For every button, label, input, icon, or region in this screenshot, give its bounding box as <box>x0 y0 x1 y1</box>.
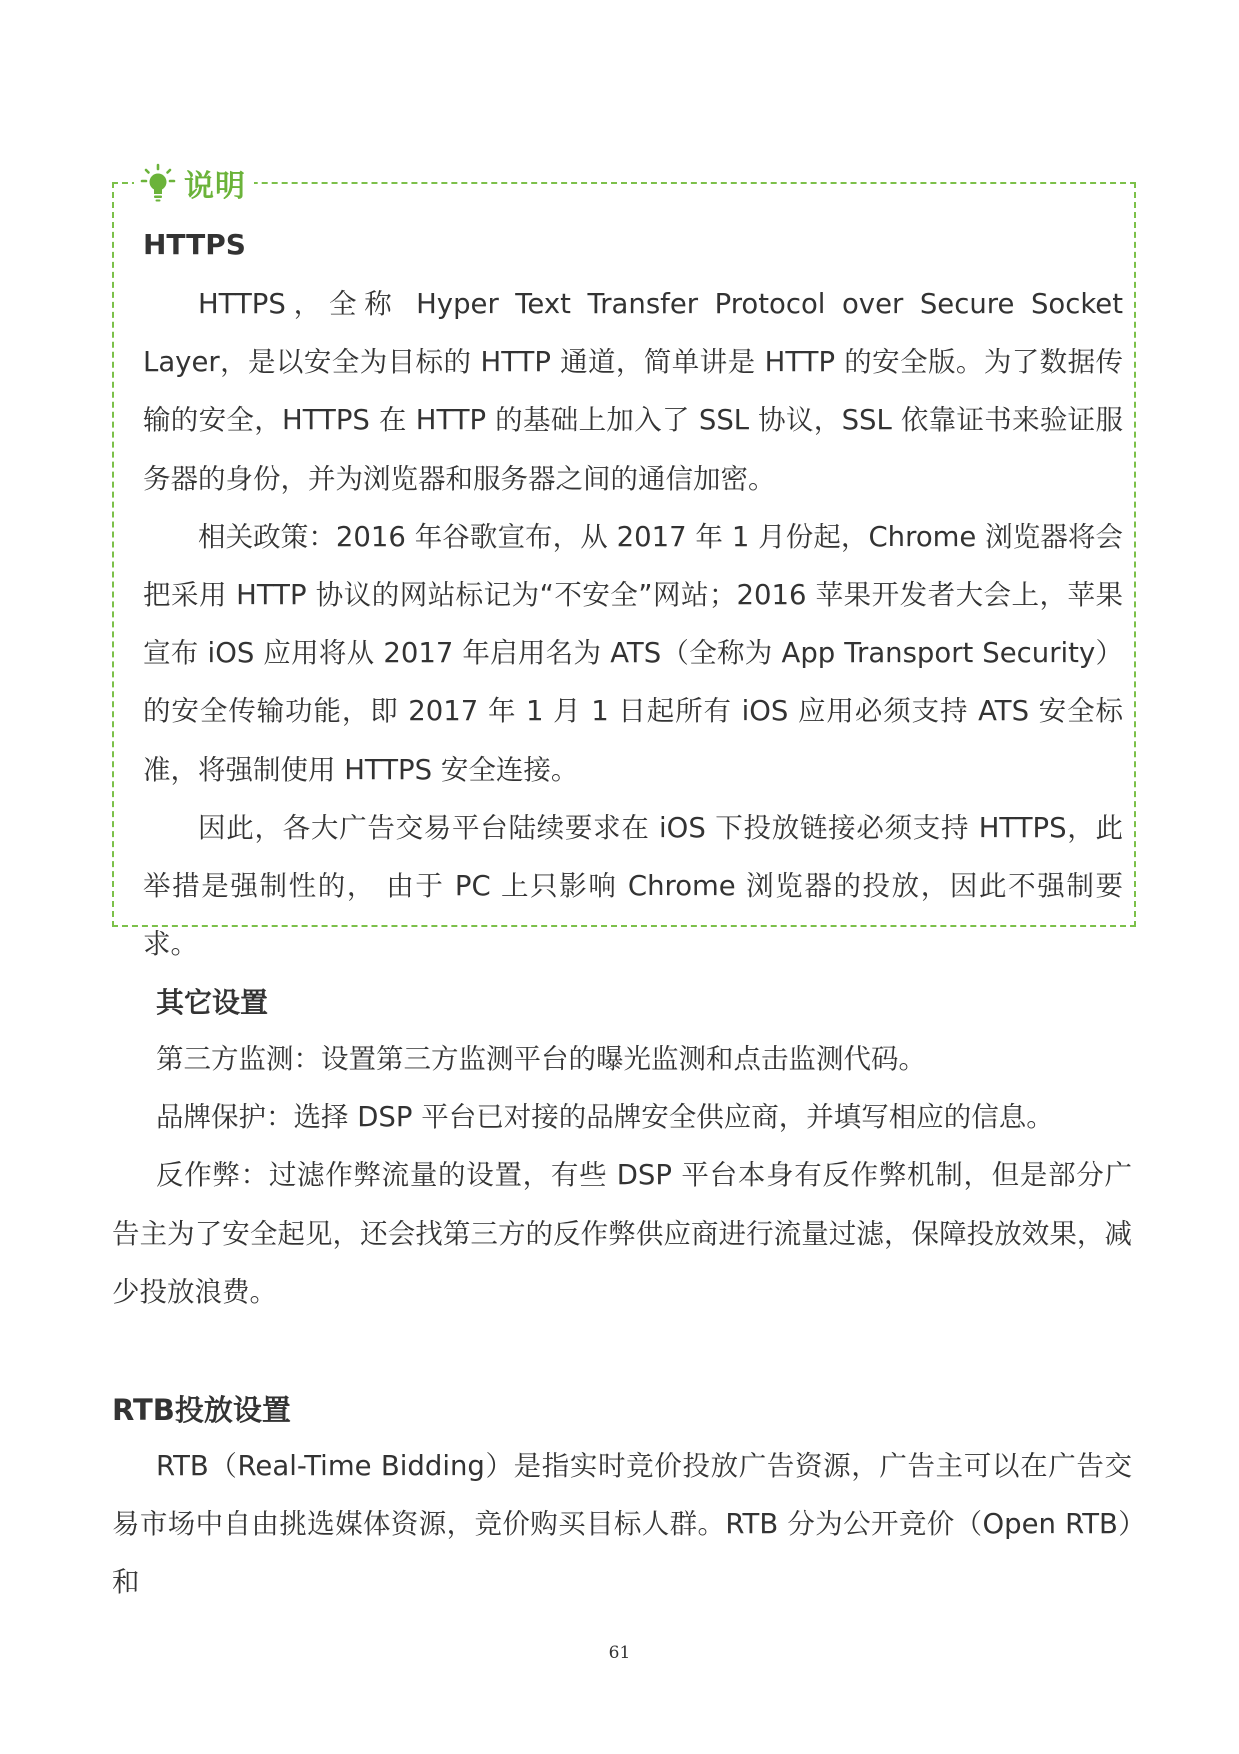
other-settings-section <box>112 978 1132 1321</box>
note-header <box>134 158 254 208</box>
note-content <box>143 225 1123 973</box>
note-heading: HTTPS <box>143 228 246 261</box>
note-title: 说明 <box>184 169 246 204</box>
page-number: 61 <box>608 1643 631 1663</box>
other-settings-paragraph: 品牌保护：选择 DSP 平台已对接的品牌安全供应商，并填写相应的信息。 <box>156 1101 1054 1134</box>
note-paragraph: HTTPS，全称 Hyper Text Transfer Protocol over Secure Socket Layer，是以安全为目标的 HTTP 通道，简单讲是 HTTP 的安全版。为了数据传输的安全，HTTPS 在 HTTP 的基础上加入了 SSL 协议，SSL 依靠证书来验证服务器的身份，并为浏览器和服务器之间的通信加密。 <box>143 288 1123 495</box>
other-settings-paragraph: 第三方监测：设置第三方监测平台的曝光监测和点击监测代码。 <box>156 1043 926 1075</box>
rtb-heading: RTB投放设置 <box>112 1393 291 1427</box>
rtb-section <box>112 1385 1132 1612</box>
lightbulb-icon <box>140 163 176 203</box>
note-paragraph: 相关政策：2016 年谷歌宣布，从 2017 年 1 月份起，Chrome 浏览器将会把采用 HTTP 协议的网站标记为“不安全”网站；2016 苹果开发者大会上，苹果宣布 iOS 应用将从 2017 年启用名为 ATS（全称为 App Transport Security）的安全传输功能，即 2017 年 1 月 1 日起所有 iOS 应用必须支持 ATS 安全标准，将强制使用 HTTPS 安全连接。 <box>143 520 1123 786</box>
other-settings-paragraph: 反作弊：过滤作弊流量的设置，有些 DSP 平台本身有反作弊机制，但是部分广告主为了安全起见，还会找第三方的反作弊供应商进行流量过滤，保障投放效果，减少投放浪费。 <box>112 1159 1132 1308</box>
rtb-paragraph: RTB（Real-Time Bidding）是指实时竞价投放广告资源，广告主可以在广告交易市场中自由挑选媒体资源，竞价购买目标人群。RTB 分为公开竞价（Open RTB）和 <box>112 1450 1132 1599</box>
other-settings-heading: 其它设置 <box>156 986 269 1019</box>
note-paragraph: 因此，各大广告交易平台陆续要求在 iOS 下投放链接必须支持 HTTPS，此举措是强制性的， 由于 PC 上只影响 Chrome 浏览器的投放，因此不强制要求。 <box>143 811 1123 961</box>
